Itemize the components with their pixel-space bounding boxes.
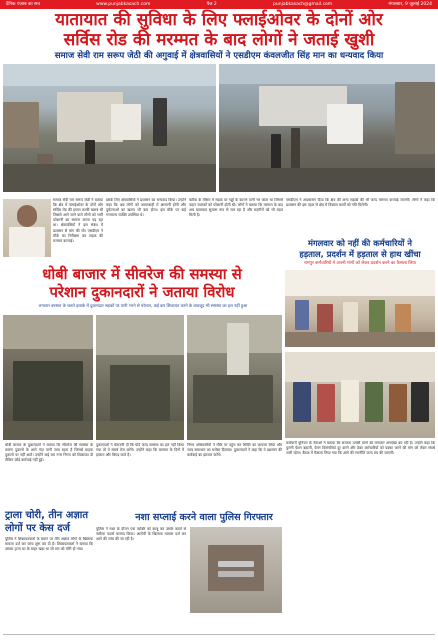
email-link[interactable]: punjabkasach@gmail.com [273, 2, 333, 7]
paper-name: दैनिक पंजाब का सच [6, 2, 40, 7]
story2-body-col2: दुकानदारों ने चेतावनी दी कि यदि जल्द समस्या का हल नहीं किया गया तो वे संघर्ष तेज करेंगे। उन्होंने कहा कि बरसात के दिनों में हालात और बिगड़ जाते हैं। [96, 443, 184, 458]
story1-body-col3: बारिश के मौसम में सड़क पर गड्ढों के कारण पानी भर जाता था जिससे वाहन चालकों को परेशानी होती थी। लोगों ने बताया कि मरम्मत के बाद अब यातायात सुचारू रूप से चल रहा है और राहगीरों को भी राहत मिली है। [189, 198, 283, 218]
story1-body-col4: एसडीएम ने आश्वासन दिया कि क्षेत्र की अन्य सड़कों की भी जल्द मरम्मत करवाई जाएगी। लोगों ने कहा कि प्रशासन की इस पहल से क्षेत्र में विकास कार्यों को गति मिलेगी। [286, 198, 435, 208]
road-repair-photo-left [3, 64, 216, 192]
story1-body-col1: समाज सेवी राम सरूप जेठी ने बताया कि क्षेत्र में फ्लाईओवर के दोनों ओर सर्विस रोड की हालत काफी खराब थी जिससे आने जाने वाले लोगों को भारी परेशानी का सामना करना पड़ रहा था। क्षेत्रवासियों ने इस संबंध में प्रशासन से मांग की थी। एसडीएम ने मौके का निरीक्षण कर सड़क की मरम्मत करवाई। [53, 198, 103, 243]
story2-body-col1: धोबी बाजार के दुकानदारों ने बताया कि सीवरेज की समस्या के कारण दुकानों के आगे गंदा पानी जमा रहता है जिससे ग्राहक दुकानों पर नहीं आते। उन्होंने कई बार नगर निगम को शिकायत दी लेकिन कोई कार्रवाई नहीं हुई। [5, 443, 93, 463]
masthead-bar [0, 0, 438, 9]
story2-headline-line2: परेशान दुकानदारों ने जताया विरोध [49, 284, 235, 301]
story1-body-col2: इसके लिए क्षेत्रवासियों ने प्रशासन का धन्यवाद किया। उन्होंने कहा कि अब लोगों को आवाजाही में आसानी होगी और दुर्घटनाओं का खतरा भी कम होगा। इस मौके पर कई गणमान्य व्यक्ति उपस्थित थे। [106, 198, 186, 218]
meeting-photo [285, 270, 435, 347]
story3-body: कर्मचारी यूनियन के नेताओं ने बताया कि सरकार उनकी मांगों को लगातार अनदेखा कर रही है। उन्होंने कहा कि पुरानी पेंशन बहाली, वेतन विसंगतियां दूर करने और ठेका कर्मचारियों को पक्का करने की मांग को लेकर संघर्ष जारी रहेगा। बैठक में फैसला लिया गया कि आगे की रणनीति जल्द तय की जाएगी। [286, 441, 435, 456]
story4-headline-line2: लोगों पर केस दर्ज [5, 523, 70, 534]
story4-headline-line1: ट्राला चोरी, तीन अज्ञात [5, 510, 89, 521]
story2-body-col3: निगम अधिकारियों ने मौके पर पहुंच कर स्थिति का जायजा लिया और जल्द समाधान का भरोसा दिलाया। दुकानदारों ने कहा कि वे प्रशासन की कार्रवाई का इंतजार करेंगे। [187, 443, 282, 458]
date: मंगलवार, 9 जुलाई 2024 [388, 2, 432, 7]
page-number: पेज 2 [206, 2, 217, 7]
story2-headline-line1: धोबी बाजार में सीवरेज की समस्या से [42, 266, 242, 283]
story3-headline-line1: मंगलवार को नहीं की कर्मचारियों ने [308, 238, 412, 248]
story1-headline-line1: यातायात की सुविधा के लिए फ्लाईओवर के दोनों ओर [55, 10, 383, 30]
story2-intro: लगातार बरसात के चलते इलाके में दुकानदार सड़कों पर पानी भरने से परेशान, कई बार शिकायत करने के बावजूद भी समस्या का हल नहीं हुआ [38, 303, 248, 308]
story5-headline: नशा सप्लाई करने वाला पुलिस गिरफ्तार [135, 512, 273, 523]
protest-group-photo [285, 352, 435, 438]
story1-headline-line2: सर्विस रोड की मरम्मत के बाद लोगों ने जताई खुशी [63, 30, 375, 50]
sewer-water-photo-1 [3, 315, 93, 440]
story3-headline-line2: हड़ताल, प्रदर्शन में हड़ताल से हाथ खींचा [299, 249, 421, 259]
website-link[interactable]: www.punjabkasach.com [96, 2, 151, 7]
handcuffs-photo [190, 527, 282, 613]
story3-subhead: रामपुर कर्मचारियों ने अपनी मांगों को लेकर प्रदर्शन करने का फैसला लिया [304, 261, 416, 266]
sewer-water-photo-2 [96, 315, 184, 440]
story5-body: पुलिस ने गश्त के दौरान एक व्यक्ति को काबू कर उसके कब्जे से नशीला पदार्थ बरामद किया। आरोपी के खिलाफ मामला दर्ज कर आगे की जांच की जा रही है। [96, 527, 186, 542]
story4-body: पुलिस ने शिकायतकर्ता के बयान पर तीन अज्ञात लोगों के खिलाफ मामला दर्ज कर जांच शुरू कर दी है। शिकायतकर्ता ने बताया कि उसका ट्राला घर के बाहर खड़ा था जो रात को चोरी हो गया। [5, 537, 93, 552]
sewer-water-photo-3 [187, 315, 282, 440]
road-repair-photo-right [219, 64, 435, 192]
reporter-portrait [3, 199, 51, 257]
story1-subhead: समाज सेवी राम सरूप जेठी की अगुवाई में क्षेत्रवासियों ने एसडीएम कंवलजीत सिंह मान का धन्यवाद किया [54, 51, 384, 61]
page-footer-rule [3, 634, 435, 635]
